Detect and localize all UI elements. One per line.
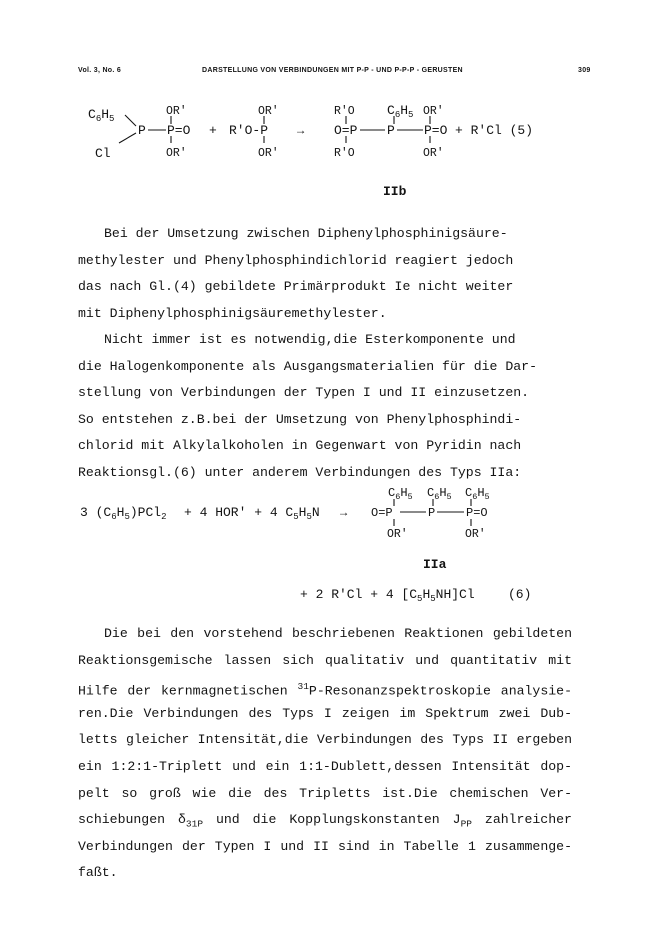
phenyl-3: $C_6H_5$ [465, 486, 490, 502]
text-line: methylester und Phenylphosphindichlorid reagiert jedoch [78, 252, 514, 268]
product-alkoxy-top-right: OR' [423, 105, 444, 118]
text-line: So entstehen z.B.bei der Umsetzung von Phenylphosphindi- [78, 411, 522, 427]
text-line: ren.Die Verbindungen des Typs I zeigen im Spektrum zwei Dub- [78, 705, 572, 721]
phosphorus-atom: P [138, 123, 146, 138]
text-line: die Halogenkomponente als Ausgangsmaterialien für die Dar- [78, 358, 537, 374]
text-line: schiebungen $\delta_{31P}$ und die Kopplungskonstanten $J_{PP}$ zahlreicher [78, 812, 572, 830]
paragraph-3 [78, 621, 572, 887]
product-phosphoryl-left: O=P [334, 123, 358, 138]
text-line: Verbindungen der Typen I und II sind in Tabelle 1 zusammenge- [78, 838, 572, 854]
alkoxy-right: OR' [465, 528, 486, 541]
equation-number-6: (6) [508, 587, 532, 602]
phosphite-alkoxy-bottom: OR' [258, 147, 279, 160]
page-number: 309 [578, 67, 591, 74]
product-alkoxy-bottom-right: OR' [423, 147, 444, 160]
alkoxy-top: OR' [166, 105, 187, 118]
text-line: stellung von Verbindungen der Typen I und II einzusetzen. [78, 385, 530, 401]
compound-label-IIa: IIa [423, 557, 447, 572]
text-line: Die bei den vorstehend beschriebenen Reaktionen gebildeten [104, 626, 572, 641]
text-line: Bei der Umsetzung zwischen Diphenylphosphinigsäure- [104, 226, 508, 241]
text-line: Reaktionsgemische lassen sich qualitativ und quantitativ mit [78, 652, 572, 668]
alkoxy-bottom: OR' [166, 147, 187, 160]
compound-label-IIb: IIb [383, 184, 407, 199]
text-line: mit Diphenylphosphinigsäuremethylester. [78, 305, 387, 321]
text-line: Reaktionsgl.(6) unter anderem Verbindungen des Typs IIa: [78, 464, 522, 480]
product-central-phosphorus: P [387, 123, 395, 138]
alcohol-and-pyridine: + 4 HOR' + 4 $C_5H_5N$ [184, 505, 320, 522]
text-line: Hilfe der kernmagnetischen $^{31}$P-Resonanzspektroskopie analysie- [78, 681, 572, 699]
text-line: Nicht immer ist es notwendig,die Esterkomponente und [104, 332, 516, 347]
text-line: letts gleicher Intensität,die Verbindungen des Typs II ergeben [78, 732, 572, 748]
phenyl-1: $C_6H_5$ [388, 486, 413, 502]
product-alkoxy-top-left: R'O [334, 105, 355, 118]
text-line: das nach Gl.(4) gebildete Primärprodukt Ie nicht weiter [78, 279, 514, 295]
running-header-title: DARSTELLUNG VON VERBINDUNGEN MIT P-P - UND P-P-P - GERUSTEN [202, 67, 463, 74]
triphosphane-central-p: P [428, 506, 436, 520]
running-header-volume: Vol. 3, No. 6 [78, 67, 122, 74]
phosphoryl-group: P=O [167, 123, 191, 138]
reaction-arrow: → [340, 506, 348, 520]
text-line: chlorid mit Alkylalkoholen in Gegenwart von Pyridin nach [78, 438, 522, 454]
text-line: faßt. [78, 865, 118, 881]
text-line: pelt so groß wie die des Tripletts ist.Die chemischen Ver- [78, 785, 572, 801]
product-phosphoryl-right: P=O [424, 123, 448, 138]
phosphite-ester: R'O-P [229, 123, 269, 138]
text-line: ein 1:2:1-Triplett und ein 1:1-Dublett,dessen Intensität dop- [78, 758, 572, 774]
triphosphane-phosphoryl-left: O=P [371, 506, 393, 520]
reaction-arrow: → [297, 124, 305, 138]
alkoxy-left: OR' [387, 528, 408, 541]
product-phenyl: $C_6H_5$ [387, 103, 414, 120]
triphosphane-phosphoryl-right: P=O [466, 506, 488, 520]
chloro-substituent: Cl [95, 146, 111, 161]
product-alkoxy-bottom-left: R'O [334, 147, 355, 160]
phenyl-2: $C_6H_5$ [427, 486, 452, 502]
phosphite-alkoxy-top: OR' [258, 105, 279, 118]
plus-sign: + [209, 123, 217, 138]
side-product-and-eq-number: + R'Cl (5) [455, 123, 534, 138]
phenylphosphine-dichloride: 3 $(C_6H_5)PCl_2$ [80, 505, 167, 522]
phenyl-substituent: $C_6H_5$ [88, 107, 115, 124]
byproducts: + 2 R'Cl + 4 $[C_5H_5NH]Cl$ [300, 587, 475, 604]
